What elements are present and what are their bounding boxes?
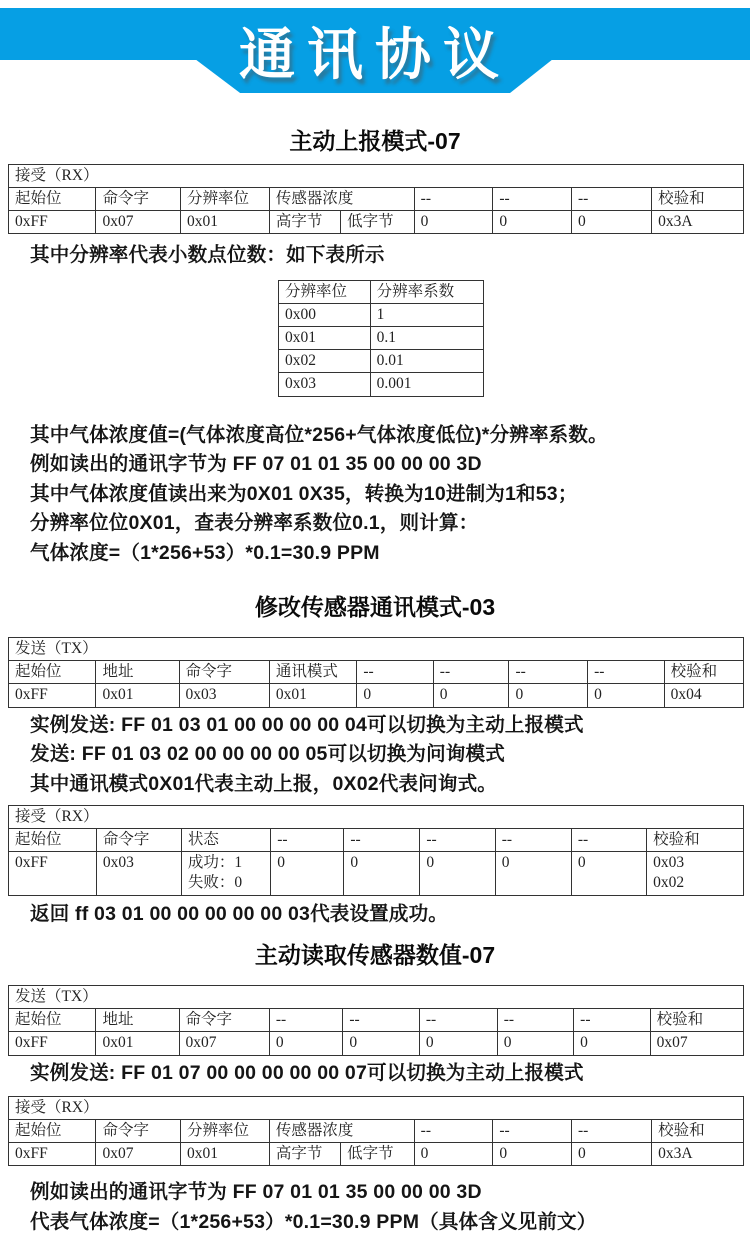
- table-cell: --: [433, 661, 509, 684]
- table-cell: 0x3A: [652, 1143, 744, 1166]
- table-cell: 低字节: [341, 1143, 415, 1166]
- table-cell: 通讯模式: [269, 661, 356, 684]
- table-row: [279, 304, 484, 327]
- example-read-line: 其中气体浓度值读出来为0X01 0X35，转换为10进制为1和53；: [30, 482, 578, 505]
- table-row: [279, 280, 484, 303]
- section-title-active-read: 主动读取传感器数值-07: [254, 942, 496, 969]
- table-cell: 命令字: [179, 1009, 269, 1032]
- table-cell: --: [343, 1009, 419, 1032]
- table-cell: 0: [509, 684, 588, 707]
- table-cell: 成功：1 失败：0: [181, 852, 270, 895]
- example-bytes-line: 例如读出的通讯字节为 FF 07 01 01 35 00 00 00 3D: [30, 453, 482, 476]
- table-cell: 0x03: [279, 373, 371, 396]
- table-cell: 0: [493, 1143, 572, 1166]
- table-row: [9, 1120, 744, 1143]
- table-rx-active-report: [8, 164, 744, 234]
- table-cell: 0: [344, 852, 420, 895]
- table-cell: --: [571, 1120, 651, 1143]
- table-cell: 0x07: [96, 211, 181, 234]
- table-cell: 0xFF: [9, 684, 96, 707]
- table-cell: 0: [271, 852, 344, 895]
- table-cell: 接受（RX）: [9, 165, 744, 188]
- table-tx-active-read: [8, 985, 744, 1055]
- table-cell: 0x03: [179, 684, 269, 707]
- table-cell: --: [497, 1009, 573, 1032]
- table-cell: 0x3A: [652, 211, 744, 234]
- table-cell: 0: [495, 852, 571, 895]
- table-cell: 起始位: [9, 1120, 96, 1143]
- tx-example-query-line: 发送: FF 01 03 02 00 00 00 00 05可以切换为问询模式: [30, 743, 505, 766]
- page-title: 通讯协议: [239, 23, 511, 88]
- section-title-active-report: 主动上报模式-07: [289, 128, 461, 154]
- table-cell: 0x07: [650, 1032, 743, 1055]
- table-row: [9, 1032, 744, 1055]
- table-cell: 0xFF: [9, 1032, 96, 1055]
- table-row: [9, 1009, 744, 1032]
- table-cell: 0: [433, 684, 509, 707]
- table-cell: --: [271, 829, 344, 852]
- table-cell: 低字节: [341, 211, 415, 234]
- table-cell: 发送（TX）: [9, 638, 744, 661]
- table-cell: 0x02: [279, 350, 371, 373]
- table-cell: --: [509, 661, 588, 684]
- table-cell: 起始位: [9, 1009, 96, 1032]
- table-cell: 0: [419, 1032, 497, 1055]
- final-example-bytes-line: 例如读出的通讯字节为 FF 07 01 01 35 00 00 00 3D: [30, 1181, 482, 1204]
- table-row: [9, 1097, 744, 1120]
- table-cell: 0: [497, 1032, 573, 1055]
- table-rx-change-mode: [8, 805, 744, 896]
- table-cell: 0x01: [279, 327, 371, 350]
- table-cell: --: [344, 829, 420, 852]
- table-cell: --: [493, 1120, 572, 1143]
- table-cell: 起始位: [9, 829, 97, 852]
- table-cell: 发送（TX）: [9, 986, 744, 1009]
- table-cell: 0: [571, 852, 646, 895]
- table-row: [9, 211, 744, 234]
- table-cell: 0x04: [664, 684, 743, 707]
- table-rx-active-read: [8, 1096, 744, 1166]
- table-cell: 0x01: [96, 684, 179, 707]
- table-cell: 0x01: [180, 1143, 269, 1166]
- table-row: [9, 684, 744, 707]
- table-cell: 0x01: [269, 684, 356, 707]
- example-resolution-line: 分辨率位位0X01，查表分辨率系数位0.1，则计算：: [30, 512, 479, 535]
- table-cell: 命令字: [96, 1120, 181, 1143]
- section-title-change-mode: 修改传感器通讯模式-03: [254, 594, 496, 621]
- table-cell: 0: [414, 1143, 493, 1166]
- table-cell: --: [419, 1009, 497, 1032]
- table-cell: 分辨率位: [180, 188, 269, 211]
- table-cell: --: [588, 661, 664, 684]
- table-cell: 0: [574, 1032, 650, 1055]
- table-row: [279, 373, 484, 396]
- table-cell: 校验和: [652, 1120, 744, 1143]
- table-cell: 0: [493, 211, 572, 234]
- table-cell: 0: [420, 852, 495, 895]
- table-cell: 命令字: [96, 188, 181, 211]
- table-cell: 0.01: [370, 350, 483, 373]
- table-cell: 起始位: [9, 188, 96, 211]
- table-cell: 1: [370, 304, 483, 327]
- table-cell: 0x01: [96, 1032, 179, 1055]
- table-cell: 命令字: [179, 661, 269, 684]
- table-cell: 0: [343, 1032, 419, 1055]
- table-cell: 0.1: [370, 327, 483, 350]
- table-cell: 校验和: [647, 829, 744, 852]
- table-row: [9, 1143, 744, 1166]
- table-cell: 0: [414, 211, 493, 234]
- table-cell: 0x07: [96, 1143, 181, 1166]
- table-resolution-factor: [278, 280, 484, 397]
- table-cell: 高字节: [269, 1143, 340, 1166]
- example-result-line: 气体浓度=（1*256+53）*0.1=30.9 PPM: [30, 541, 380, 564]
- table-cell: 接受（RX）: [9, 1097, 744, 1120]
- table-row: [9, 829, 744, 852]
- table-row: [9, 188, 744, 211]
- table-row: [279, 327, 484, 350]
- table-cell: 分辨率位: [180, 1120, 269, 1143]
- tx-example-report-line: 实例发送: FF 01 03 01 00 00 00 00 04可以切换为主动上报模式: [30, 713, 584, 736]
- table-cell: 高字节: [269, 211, 340, 234]
- table-cell: 0x03: [96, 852, 181, 895]
- table-cell: 0: [571, 211, 651, 234]
- read-example-send-line: 实例发送: FF 01 07 00 00 00 00 00 07可以切换为主动上报模式: [30, 1061, 584, 1084]
- table-cell: 校验和: [650, 1009, 743, 1032]
- table-row: [9, 986, 744, 1009]
- table-cell: 0x07: [179, 1032, 269, 1055]
- table-cell: --: [571, 188, 651, 211]
- table-cell: 0: [588, 684, 664, 707]
- note-resolution: 其中分辨率代表小数点位数：如下表所示: [30, 244, 385, 267]
- table-cell: 0.001: [370, 373, 483, 396]
- table-row: [9, 638, 744, 661]
- table-cell: 0x01: [180, 211, 269, 234]
- table-cell: 命令字: [96, 829, 181, 852]
- table-cell: 分辨率位: [279, 280, 371, 303]
- table-row: [9, 165, 744, 188]
- table-cell: --: [414, 1120, 493, 1143]
- table-cell: 0xFF: [9, 852, 97, 895]
- table-cell: 0x00: [279, 304, 371, 327]
- table-cell: --: [571, 829, 646, 852]
- table-cell: --: [357, 661, 433, 684]
- table-cell: 0xFF: [9, 211, 96, 234]
- table-cell: 传感器浓度: [269, 1120, 414, 1143]
- table-cell: 地址: [96, 1009, 179, 1032]
- table-cell: --: [420, 829, 495, 852]
- return-success-line: 返回 ff 03 01 00 00 00 00 00 03代表设置成功。: [30, 902, 448, 925]
- table-cell: --: [493, 188, 572, 211]
- mode-meaning-line: 其中通讯模式0X01代表主动上报，0X02代表问询式。: [30, 772, 497, 795]
- table-cell: 0xFF: [9, 1143, 96, 1166]
- table-row: [9, 806, 744, 829]
- table-cell: 0x03 0x02: [647, 852, 744, 895]
- table-cell: 状态: [181, 829, 270, 852]
- table-tx-change-mode: [8, 637, 744, 707]
- table-cell: --: [269, 1009, 343, 1032]
- banner: [0, 0, 750, 95]
- table-cell: 0: [269, 1032, 343, 1055]
- table-cell: --: [495, 829, 571, 852]
- table-cell: 0: [571, 1143, 651, 1166]
- table-cell: 起始位: [9, 661, 96, 684]
- table-cell: 校验和: [664, 661, 743, 684]
- table-row: [9, 852, 744, 895]
- table-cell: 分辨率系数: [370, 280, 483, 303]
- table-cell: 0: [357, 684, 433, 707]
- table-cell: --: [574, 1009, 650, 1032]
- table-cell: 校验和: [652, 188, 744, 211]
- table-cell: 传感器浓度: [269, 188, 414, 211]
- table-cell: 地址: [96, 661, 179, 684]
- formula-line: 其中气体浓度值=(气体浓度高位*256+气体浓度低位)*分辨率系数。: [30, 423, 608, 446]
- table-cell: --: [414, 188, 493, 211]
- table-row: [279, 350, 484, 373]
- final-result-line: 代表气体浓度=（1*256+53）*0.1=30.9 PPM（具体含义见前文）: [30, 1210, 597, 1233]
- table-cell: 接受（RX）: [9, 806, 744, 829]
- table-row: [9, 661, 744, 684]
- content: [0, 127, 750, 1237]
